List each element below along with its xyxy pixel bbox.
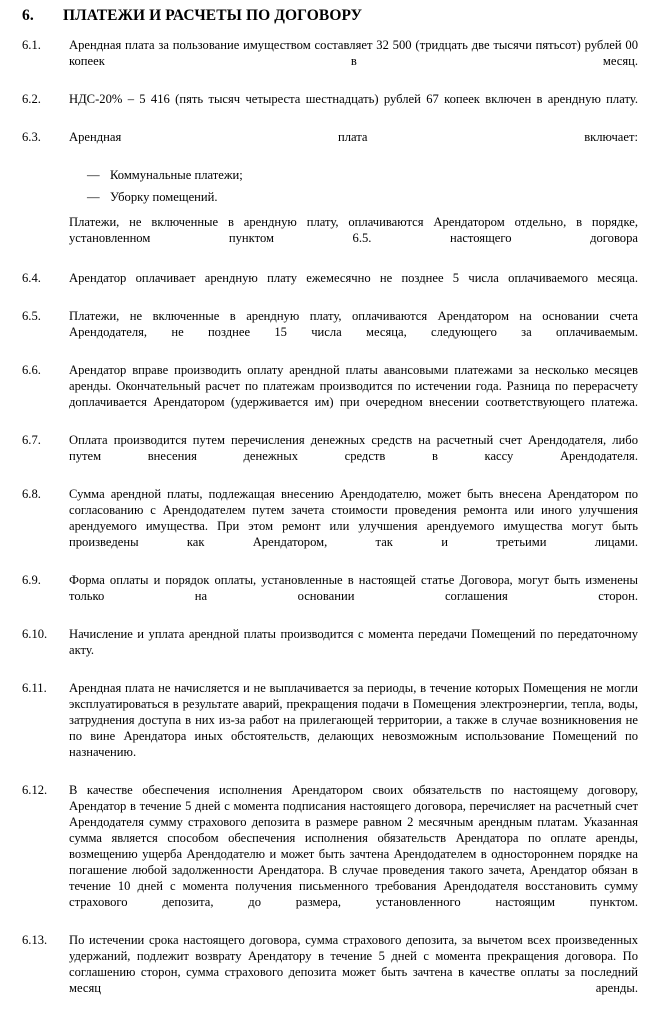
- clause-number: 6.5.: [22, 309, 41, 323]
- clause-text: Сумма арендной платы, подлежащая внесению Арендодателю, может быть внесена Арендатором по согласованию с Арендодателем путем зачета стоимости проведения ремонта или иного улучшения арендуемого имущества. При этом ремонт или улучшения арендуемого имущества могут быть произведены как Арендатором, так и третьими лицами.: [69, 487, 638, 549]
- clause-number: 6.6.: [22, 363, 41, 377]
- clause-body: [69, 486, 638, 566]
- clause-text: Форма оплаты и порядок оплаты, установленные в настоящей статье Договора, могут быть изменены только на основании соглашения сторон.: [69, 573, 638, 603]
- clause-body: [69, 932, 638, 1012]
- clause-body: [69, 680, 638, 776]
- list-item: [69, 167, 638, 183]
- section-number: 6.: [22, 7, 34, 24]
- clause-6-7: [22, 432, 638, 480]
- clause-text: Арендатор вправе производить оплату арендной платы авансовыми платежами за несколько месяцев аренды. Окончательный расчет по платежам производится по истечении года. Разница по перерасчету доплачивается Арендатором (удерживается им) при очередном внесении соответствующего платежа.: [69, 363, 638, 409]
- clause-text: Арендатор оплачивает арендную плату ежемесячно не позднее 5 числа оплачиваемого месяца.: [69, 271, 638, 285]
- clause-6-1: [22, 37, 638, 85]
- clause-body: [69, 432, 638, 480]
- clause-number: 6.4.: [22, 271, 41, 285]
- clause-number: 6.11.: [22, 681, 47, 695]
- clause-number: 6.2.: [22, 92, 41, 106]
- clause-6-3: [22, 129, 638, 264]
- clause-6-9: [22, 572, 638, 620]
- clause-6-10: [22, 626, 638, 674]
- section-title: ПЛАТЕЖИ И РАСЧЕТЫ ПО ДОГОВОРУ: [63, 7, 363, 24]
- list-item-label: Уборку помещений.: [110, 190, 218, 204]
- em-dash-bullet-icon: —: [87, 190, 100, 204]
- clause-number: 6.3.: [22, 130, 41, 144]
- clause-text: НДС-20% – 5 416 (пять тысяч четыреста шестнадцать) рублей 67 копеек включен в арендную плату.: [69, 92, 638, 106]
- clause-text: Арендная плата не начисляется и не выплачивается за периоды, в течение которых Помещения не могли эксплуатироваться в результате аварий, прекращения подачи в Помещения электроэнергии, тепла, воды, затруднения доступа в них из-за работ на прилегающей территории, а также в случае возникновения не по вине Арендатора иных обстоятельств, делающих невозможным использование Помещений по назначению.: [69, 681, 638, 759]
- list-item: [69, 189, 638, 205]
- clause-bullet-list: [69, 167, 638, 205]
- em-dash-bullet-icon: —: [87, 168, 100, 182]
- clause-body: [69, 270, 638, 302]
- clause-text: Платежи, не включенные в арендную плату, оплачиваются Арендатором на основании счета Арендодателя, не позднее 15 числа месяца, следующего за оплачиваемым.: [69, 309, 638, 339]
- clause-6-5: [22, 308, 638, 356]
- clause-text: Арендная плата за пользование имуществом составляет 32 500 (тридцать две тысячи пятьсот) рублей 00 копеек в месяц.: [69, 38, 638, 68]
- clause-body: [69, 308, 638, 356]
- clause-text: Начисление и уплата арендной платы производится с момента передачи Помещений по передаточному акту.: [69, 627, 638, 657]
- clause-number: 6.10.: [22, 627, 48, 641]
- clause-6-4: [22, 270, 638, 302]
- clause-number: 6.1.: [22, 38, 41, 52]
- clause-body: [69, 782, 638, 926]
- clause-body: [69, 37, 638, 85]
- clause-6-12: [22, 782, 638, 926]
- clause-6-11: [22, 680, 638, 776]
- clause-text: Арендная плата включает:: [69, 130, 638, 144]
- clause-text: По истечении срока настоящего договора, сумма страхового депозита, за вычетом всех произведенных удержаний, подлежит возврату Арендатору в течение 5 дней с момента прекращения договора. По соглашению сторон, сумма страхового депозита может быть зачтена в качестве оплаты за последний месяц аренды.: [69, 933, 638, 995]
- clause-body: [69, 129, 638, 264]
- clause-number: 6.12.: [22, 783, 48, 797]
- clause-body: [69, 572, 638, 620]
- section-heading: [22, 6, 638, 26]
- clause-trailing-paragraph: Платежи, не включенные в арендную плату, оплачиваются Арендатором отдельно, в порядке, установленном пунктом 6.5. настоящего договора: [69, 215, 638, 245]
- clause-number: 6.7.: [22, 433, 41, 447]
- clause-body: [69, 626, 638, 674]
- clause-6-13: [22, 932, 638, 1012]
- clause-number: 6.9.: [22, 573, 41, 587]
- clause-number: 6.13.: [22, 933, 48, 947]
- clause-6-2: [22, 91, 638, 123]
- clause-body: [69, 362, 638, 426]
- clause-6-6: [22, 362, 638, 426]
- clause-body: [69, 91, 638, 123]
- clause-6-8: [22, 486, 638, 566]
- clause-text: Оплата производится путем перечисления денежных средств на расчетный счет Арендодателя, либо путем внесения денежных средств в кассу Арендодателя.: [69, 433, 638, 463]
- list-item-label: Коммунальные платежи;: [110, 168, 243, 182]
- clause-text: В качестве обеспечения исполнения Арендатором своих обязательств по настоящему договору, Арендатор в течение 5 дней с момента подписания настоящего договора, перечисляет на расчетный счет Арендодателя сумму страхового депозита в размере равном 2 месячным арендным платам. Указанная сумма является способом обеспечения исполнения обязательств Арендатора по оплате аренды, возмещению ущерба Арендодателю и может быть зачтена Арендодателем в одностороннем порядке на погашение любой задолженности Арендатора. В случае проведения такого зачета, Арендатор обязан в течение 10 дней с момента получения письменного требования Арендодателя восстановить сумму страхового депозита, до размера, установленного настоящим пунктом.: [69, 783, 638, 909]
- clause-number: 6.8.: [22, 487, 41, 501]
